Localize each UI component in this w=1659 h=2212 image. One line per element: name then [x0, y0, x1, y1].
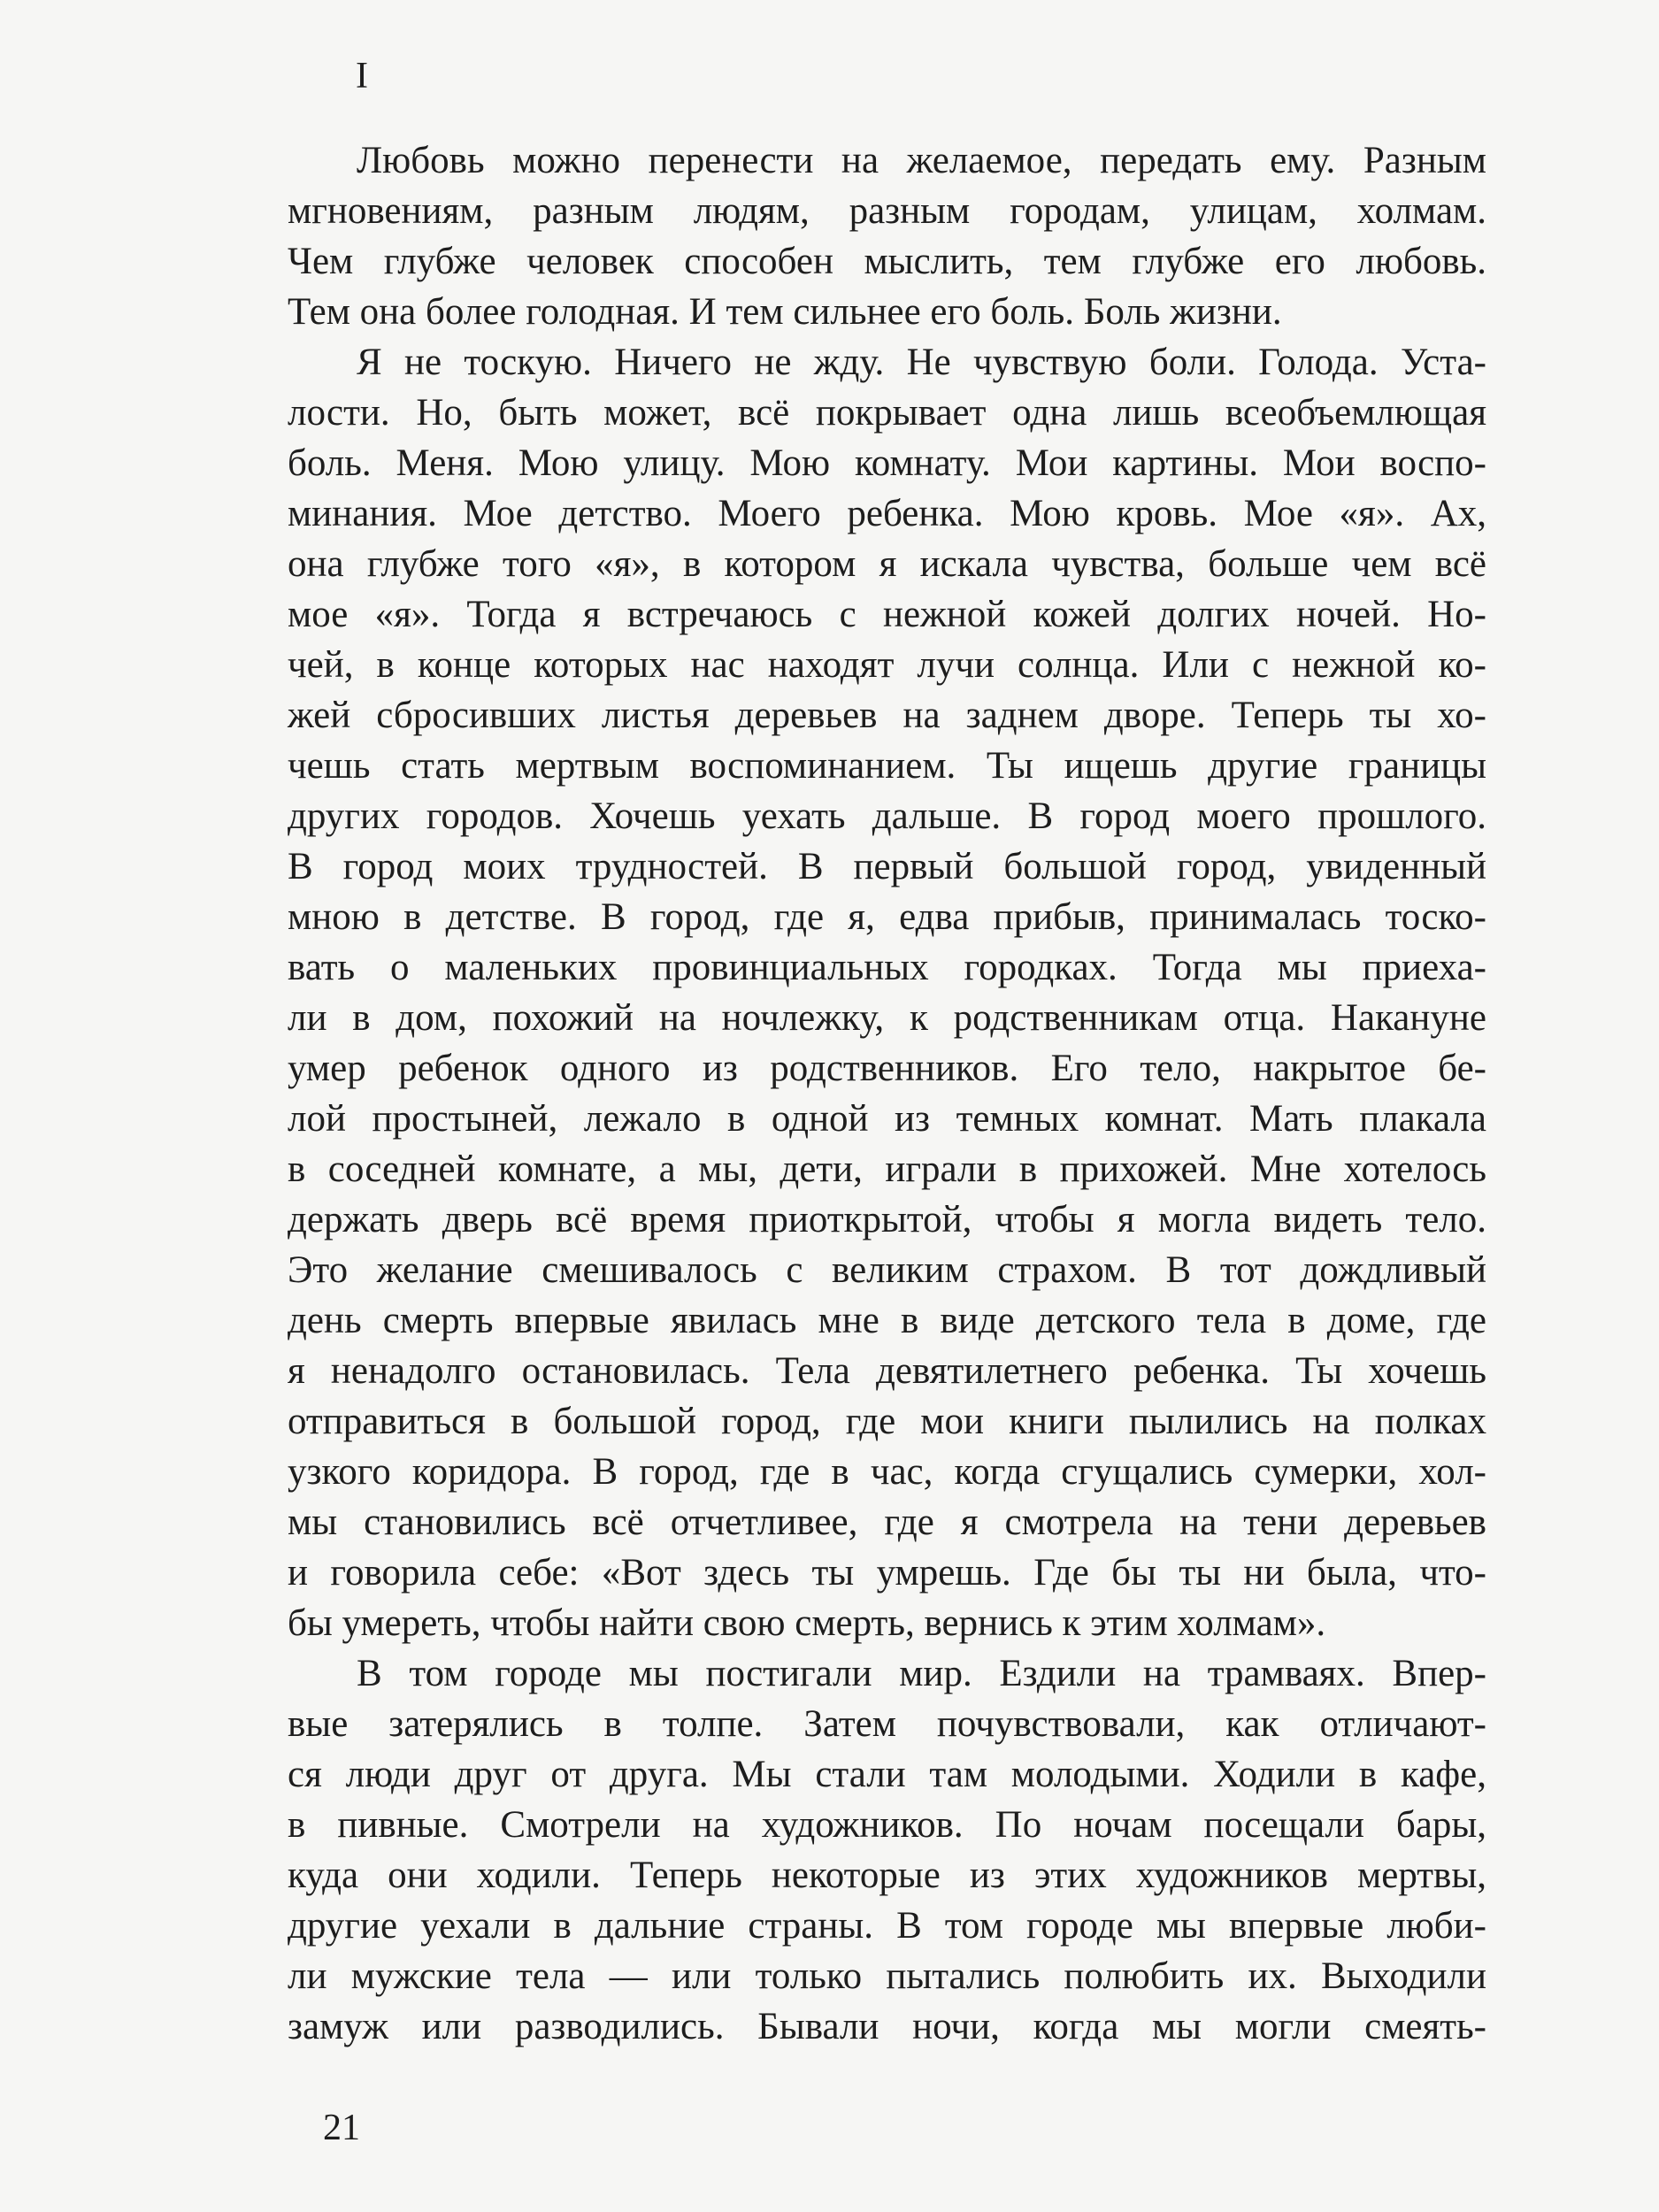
text-line: вать о маленьких провинциальных городках. Тогда мы приеха- [288, 947, 1486, 988]
text-line: узкого коридора. В город, где в час, когда сгущались сумерки, хол- [288, 1451, 1486, 1493]
text-line: отправиться в большой город, где мои книги пылились на полках [288, 1401, 1486, 1442]
text-line: ли в дом, похожий на ночлежку, к родственникам отца. Накануне [288, 997, 1486, 1039]
text-line: я ненадолго остановилась. Тела девятилетнего ребенка. Ты хочешь [288, 1350, 1486, 1392]
text-line: лой простыней, лежало в одной из темных комнат. Мать плакала [288, 1098, 1486, 1140]
text-line: Я не тоскую. Ничего не жду. Не чувствую боли. Голода. Уста- [357, 342, 1486, 383]
text-line: минания. Мое детство. Моего ребенка. Мою кровь. Мое «я». Ах, [288, 493, 1486, 534]
text-line: боль. Меня. Мою улицу. Мою комнату. Мои картины. Мои воспо- [288, 442, 1486, 484]
text-line: и говорила себе: «Вот здесь ты умрешь. Где бы ты ни была, что- [288, 1552, 1486, 1594]
text-line: ли мужские тела — или только пытались полюбить их. Выходили [288, 1955, 1486, 1997]
text-line: В город моих трудностей. В первый большой город, увиденный [288, 846, 1486, 887]
text-line: жей сбросивших листья деревьев на заднем дворе. Теперь ты хо- [288, 695, 1486, 736]
text-line: умер ребенок одного из родственников. Его тело, накрытое бе- [288, 1048, 1486, 1089]
text-line: мгновениям, разным людям, разным городам, улицам, холмам. [288, 190, 1486, 232]
body-text [288, 135, 1486, 2052]
text-line: чей, в конце которых нас находят лучи солнца. Или с нежной ко- [288, 644, 1486, 686]
text-line: Любовь можно перенести на желаемое, передать ему. Разным [357, 140, 1486, 181]
text-line: замуж или разводились. Бывали ночи, когда мы могли смеять- [288, 2006, 1486, 2047]
text-line: она глубже того «я», в котором я искала чувства, больше чем всё [288, 543, 1486, 585]
chapter-number: I [356, 56, 369, 96]
text-line: куда они ходили. Теперь некоторые из этих художников мертвы, [288, 1855, 1486, 1896]
text-line: мною в детстве. В город, где я, едва прибыв, принималась тоско- [288, 896, 1486, 938]
text-line: в пивные. Смотрели на художников. По ночам посещали бары, [288, 1804, 1486, 1846]
text-line: бы умереть, чтобы найти свою смерть, вернись к этим холмам». [288, 1602, 1326, 1644]
page-number: 21 [323, 2108, 360, 2148]
text-line: ся люди друг от друга. Мы стали там молодыми. Ходили в кафе, [288, 1754, 1486, 1795]
text-line: в соседней комнате, а мы, дети, играли в прихожей. Мне хотелось [288, 1148, 1486, 1190]
text-line: чешь стать мертвым воспоминанием. Ты ищешь другие границы [288, 745, 1486, 787]
text-line: день смерть впервые явилась мне в виде детского тела в доме, где [288, 1300, 1486, 1341]
text-line: мое «я». Тогда я встречаюсь с нежной кожей долгих ночей. Но- [288, 594, 1486, 635]
text-line: другие уехали в дальние страны. В том городе мы впервые люби- [288, 1905, 1486, 1947]
text-line: держать дверь всё время приоткрытой, чтобы я могла видеть тело. [288, 1199, 1486, 1240]
text-line: Тем она более голодная. И тем сильнее его боль. Боль жизни. [288, 291, 1282, 333]
text-line: других городов. Хочешь уехать дальше. В город моего прошлого. [288, 795, 1486, 837]
text-line: Чем глубже человек способен мыслить, тем глубже его любовь. [288, 241, 1486, 282]
text-line: мы становились всё отчетливее, где я смотрела на тени деревьев [288, 1502, 1486, 1543]
text-line: вые затерялись в толпе. Затем почувствовали, как отличают- [288, 1703, 1486, 1745]
text-line: лости. Но, быть может, всё покрывает одна лишь всеобъемлющая [288, 392, 1486, 434]
text-line: Это желание смешивалось с великим страхом. В тот дождливый [288, 1249, 1486, 1291]
text-line: В том городе мы постигали мир. Ездили на трамваях. Впер- [357, 1653, 1486, 1694]
